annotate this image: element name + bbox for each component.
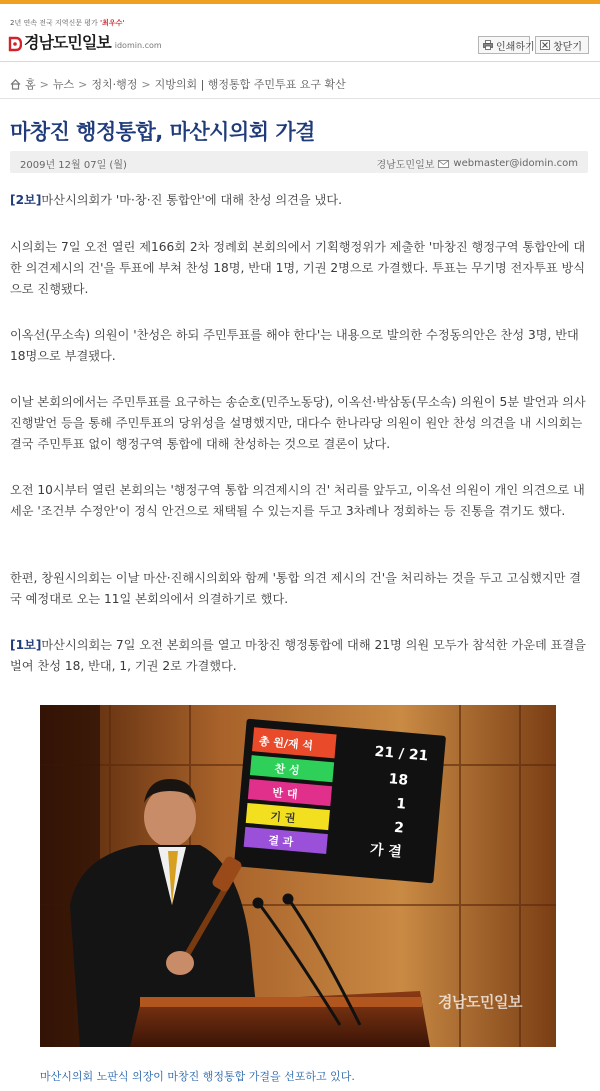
- close-window-button[interactable]: [535, 36, 589, 54]
- article-paragraph: [10, 190, 588, 211]
- mail-icon: [438, 160, 449, 168]
- author-email-link[interactable]: webmaster@idomin.com: [453, 158, 578, 169]
- article-meta-bar: [10, 151, 588, 173]
- breadcrumb-home[interactable]: 홈: [25, 78, 36, 91]
- print-label: 인쇄하기: [496, 41, 535, 53]
- close-label: 창닫기: [553, 41, 582, 53]
- board-row-label: 기 권: [269, 810, 296, 826]
- board-row-label: 결 과: [267, 833, 294, 850]
- article-paragraph: [10, 568, 588, 610]
- update-tag: [2보]: [10, 193, 42, 207]
- logo-mark-icon: [8, 36, 22, 52]
- article-paragraph: [10, 392, 588, 455]
- divider: [0, 98, 600, 99]
- paragraph-text: 오전 10시부터 열린 본회의는 '행정구역 통합 의견제시의 건' 처리를 앞두고, 이옥선 의원이 개인 의견으로 내세운 '조건부 수정안'이 정식 안건으로 채택될 수 있는지를 두고 3차례나 정회하는 등 진통을 겪기도 했다.: [10, 483, 585, 518]
- photo-watermark: 경남도민일보: [438, 993, 522, 1011]
- breadcrumb: [10, 76, 346, 92]
- breadcrumb-section[interactable]: 지방의회 | 행정통합 주민투표 요구 확산: [154, 78, 346, 91]
- logo-tagline: [10, 18, 125, 28]
- printer-icon: [483, 40, 493, 50]
- publisher-name: 경남도민일보: [376, 160, 435, 171]
- article-paragraph: [10, 635, 588, 677]
- board-header-label: 총 원/재 석: [258, 734, 314, 753]
- breadcrumb-separator: >: [78, 77, 88, 91]
- header: [0, 4, 600, 62]
- close-icon: [540, 40, 550, 50]
- site-logo[interactable]: [8, 30, 162, 52]
- paragraph-text: 한편, 창원시의회는 이날 마산·진해시의회와 함께 '통합 의견 제시의 건'을 처리하는 것을 두고 고심했지만 결국 예정대로 오는 11일 본회의에서 의결하기로 했다.: [10, 571, 582, 606]
- article-title: 마창진 행정통합, 마산시의회 가결: [10, 120, 315, 144]
- breadcrumb-separator: >: [141, 77, 151, 91]
- paragraph-text: 이날 본회의에서는 주민투표를 요구하는 송순호(민주노동당), 이옥선·박삼동(무소속) 의원이 5분 발언과 의사진행발언 등을 통해 주민투표의 당위성을 설명했지만, 대다수 한나라당 의원이 원안 찬성 의견을 내 시의회는 결국 주민투표 없이 행정구역 통합에 대해 찬성하는 것으로 결론이 났다.: [10, 395, 586, 451]
- breadcrumb-separator: >: [39, 77, 49, 91]
- board-row-value: 18: [387, 771, 409, 789]
- article-paragraph: [10, 325, 588, 367]
- photo-caption: 마산시의회 노판식 의장이 마창진 행정통합 가결을 선포하고 있다.: [40, 1070, 355, 1083]
- board-row-label: 찬 성: [274, 762, 301, 778]
- vote-board: [234, 719, 446, 884]
- breadcrumb-news[interactable]: 뉴스: [52, 78, 75, 91]
- logo-name: 경남도민일보: [24, 33, 111, 52]
- board-row-value: 가 결: [369, 841, 403, 861]
- podium: [130, 991, 430, 1047]
- print-button[interactable]: [478, 36, 535, 54]
- breadcrumb-politics[interactable]: 정치·행정: [91, 78, 138, 91]
- paragraph-text: 이옥선(무소속) 의원이 '찬성은 하되 주민투표를 해야 한다'는 내용으로 발의한 수정동의안은 찬성 3명, 반대 18명으로 부결됐다.: [10, 328, 579, 363]
- article-paragraph: [10, 480, 588, 522]
- board-header-value: 21 / 21: [373, 743, 429, 765]
- board-row-value: 1: [395, 795, 407, 813]
- tagline-highlight: '최우수': [99, 19, 125, 27]
- article-paragraph: [10, 237, 588, 300]
- update-tag: [1보]: [10, 638, 42, 652]
- paragraph-text: 마산시의회는 7일 오전 본회의를 열고 마창진 행정통합에 대해 21명 의원 모두가 참석한 가운데 표결을 벌여 찬성 18, 반대, 1, 기권 2로 가결했다.: [10, 638, 586, 673]
- paragraph-text: 시의회는 7일 오전 열린 제166회 2차 정례회 본회의에서 기획행정위가 제출한 '마창진 행정구역 통합안에 대한 의견제시의 건'을 투표에 부쳐 찬성 18명, 반대 1명, 기권 2명으로 가결했다. 투표는 무기명 전자투표 방식으로 진행됐다.: [10, 240, 586, 296]
- article-photo: [40, 705, 556, 1047]
- board-row-value: 2: [393, 819, 405, 837]
- article-date: 2009년 12월 07일 (월): [20, 160, 127, 171]
- tagline-text: 2년 연속 전국 지역신문 평가: [10, 19, 98, 27]
- home-icon: [10, 79, 21, 90]
- paragraph-text: 마산시의회가 '마·창·진 통합안'에 대해 찬성 의견을 냈다.: [41, 193, 342, 207]
- article-byline: [376, 156, 578, 171]
- logo-domain: idomin.com: [114, 41, 162, 50]
- board-row-label: 반 대: [271, 786, 299, 802]
